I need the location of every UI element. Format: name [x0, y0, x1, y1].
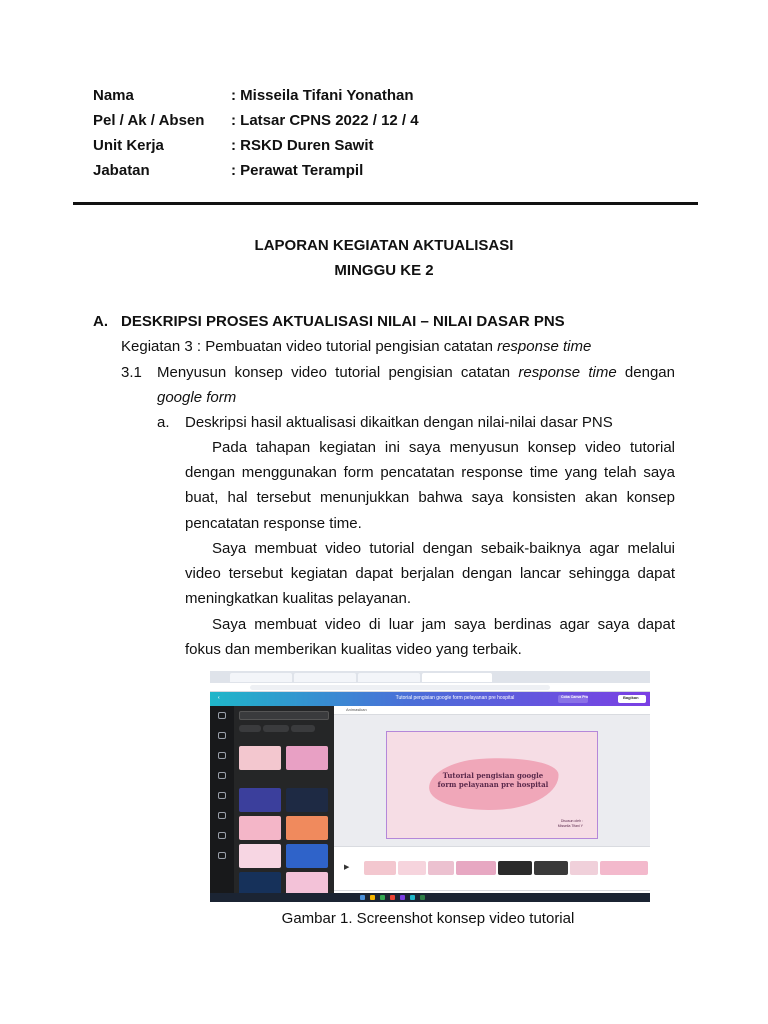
- template-thumb: [239, 844, 281, 868]
- filter-chip: [239, 725, 261, 732]
- video-icon: [218, 832, 226, 839]
- para1-line2: dengan menggunakan form pencatatan response time yang telah saya: [185, 464, 675, 481]
- filter-chip: [263, 725, 289, 732]
- canva-doc-title: Tutorial pengisian google form pelayanan pre hospital: [395, 695, 515, 701]
- para1-line4: pencatatan response time.: [185, 515, 362, 532]
- template-thumb: [286, 746, 328, 770]
- timeline-clip: [428, 861, 454, 875]
- browser-tab: [230, 673, 292, 682]
- taskbar-app-icon: [370, 895, 375, 900]
- template-icon: [218, 712, 226, 719]
- item-31-suffix: dengan: [616, 364, 675, 381]
- para2-line3: meningkatkan kualitas pelayanan.: [185, 590, 411, 607]
- item-a-text: Deskripsi hasil aktualisasi dikaitkan dengan nilai-nilai dasar PNS: [185, 414, 613, 431]
- slide-byline-2: Misseila Tifani Y: [557, 824, 583, 828]
- canva-toolbar: [334, 706, 650, 715]
- taskbar-app-icon: [380, 895, 385, 900]
- timeline-clip: [534, 861, 568, 875]
- browser-tab-active: [422, 673, 492, 682]
- canva-home-icon: ‹: [218, 695, 220, 701]
- section-a-heading: DESKRIPSI PROSES AKTUALISASI NILAI – NILAI DASAR PNS: [121, 313, 565, 330]
- canva-screenshot: [210, 671, 650, 902]
- item-31-number: 3.1: [121, 364, 142, 381]
- value-nama: : Misseila Tifani Yonathan: [231, 87, 414, 104]
- para3-line2: fokus dan memberikan kualitas video yang terbaik.: [185, 641, 522, 658]
- para1-line1: Pada tahapan kegiatan ini saya menyusun konsep video tutorial: [212, 439, 675, 456]
- template-thumb: [286, 816, 328, 840]
- animate-label: Animasikan: [346, 707, 367, 712]
- template-thumb: [239, 788, 281, 812]
- url-field: [250, 685, 550, 690]
- taskbar-app-icon: [400, 895, 405, 900]
- kegiatan-italic: response time: [497, 338, 592, 355]
- canva-share-label: Bagikan: [623, 695, 639, 700]
- section-a-marker: A.: [93, 313, 108, 330]
- taskbar-app-icon: [390, 895, 395, 900]
- kegiatan-text: Kegiatan 3 : Pembuatan video tutorial pengisian catatan: [121, 338, 498, 355]
- canva-top-bar: [210, 692, 650, 706]
- canva-left-rail: [210, 706, 234, 902]
- label-pel-ak-absen: Pel / Ak / Absen: [93, 112, 205, 129]
- browser-tab: [294, 673, 356, 682]
- value-pel-ak-absen: : Latsar CPNS 2022 / 12 / 4: [231, 112, 419, 129]
- filter-chip: [291, 725, 315, 732]
- slide-title-line2: form pelayanan pre hospital: [437, 780, 549, 789]
- slide-title-line1: Tutorial pengisian google: [442, 771, 544, 780]
- canva-workspace: [334, 706, 650, 902]
- taskbar-app-icon: [420, 895, 425, 900]
- audio-icon: [218, 812, 226, 819]
- browser-url-bar: [210, 683, 650, 692]
- label-jabatan: Jabatan: [93, 162, 150, 179]
- template-search: [239, 711, 329, 720]
- item-a-marker: a.: [157, 414, 170, 431]
- os-taskbar: [210, 893, 650, 902]
- taskbar-app-icon: [360, 895, 365, 900]
- play-icon: ▶: [344, 864, 350, 871]
- text-icon: [218, 772, 226, 779]
- template-thumb: [286, 788, 328, 812]
- item-31-italic: response time: [518, 364, 617, 381]
- header-divider: [73, 202, 698, 205]
- item-31-line1: [157, 364, 675, 381]
- upload-icon: [218, 752, 226, 759]
- canva-timeline: [334, 846, 650, 890]
- browser-tab: [358, 673, 420, 682]
- template-thumb: [239, 816, 281, 840]
- label-nama: Nama: [93, 87, 134, 104]
- figure-caption: Gambar 1. Screenshot konsep video tutorial: [281, 910, 575, 927]
- para2-line2: video tersebut kegiatan dapat berjalan dengan lancar sehingga dapat: [185, 565, 675, 582]
- apps-icon: [218, 852, 226, 859]
- photos-icon: [218, 792, 226, 799]
- report-title: LAPORAN KEGIATAN AKTUALISASI: [254, 237, 514, 254]
- item-31-text: Menyusun konsep video tutorial pengisian catatan: [157, 364, 519, 381]
- timeline-clip: [398, 861, 426, 875]
- item-31-line2: [157, 389, 236, 406]
- canva-slide: [386, 731, 598, 839]
- canva-pro-label: Coba Canva Pro: [561, 695, 589, 699]
- timeline-clip: [498, 861, 532, 875]
- canva-template-panel: [234, 706, 334, 902]
- browser-tab-bar: [210, 671, 650, 683]
- template-thumb: [239, 746, 281, 770]
- para3-line1: Saya membuat video di luar jam saya berdinas agar saya dapat: [212, 616, 675, 633]
- timeline-clip: [600, 861, 648, 875]
- value-unit-kerja: : RSKD Duren Sawit: [231, 137, 374, 154]
- timeline-clip: [456, 861, 496, 875]
- value-jabatan: : Perawat Terampil: [231, 162, 364, 179]
- para1-line3: buat, hal tersebut menunjukkan bahwa saya konsisten akan konsep: [185, 489, 675, 506]
- para2-line1: Saya membuat video tutorial dengan sebaik-baiknya agar melalui: [212, 540, 675, 557]
- timeline-clip: [364, 861, 396, 875]
- kegiatan-line: [121, 338, 591, 355]
- label-unit-kerja: Unit Kerja: [93, 137, 164, 154]
- taskbar-app-icon: [410, 895, 415, 900]
- slide-byline-1: Disusun oleh :: [560, 819, 583, 823]
- elements-icon: [218, 732, 226, 739]
- template-thumb: [286, 844, 328, 868]
- report-subtitle: MINGGU KE 2: [334, 262, 434, 279]
- item-31-google-form: google form: [157, 389, 237, 406]
- timeline-clip: [570, 861, 598, 875]
